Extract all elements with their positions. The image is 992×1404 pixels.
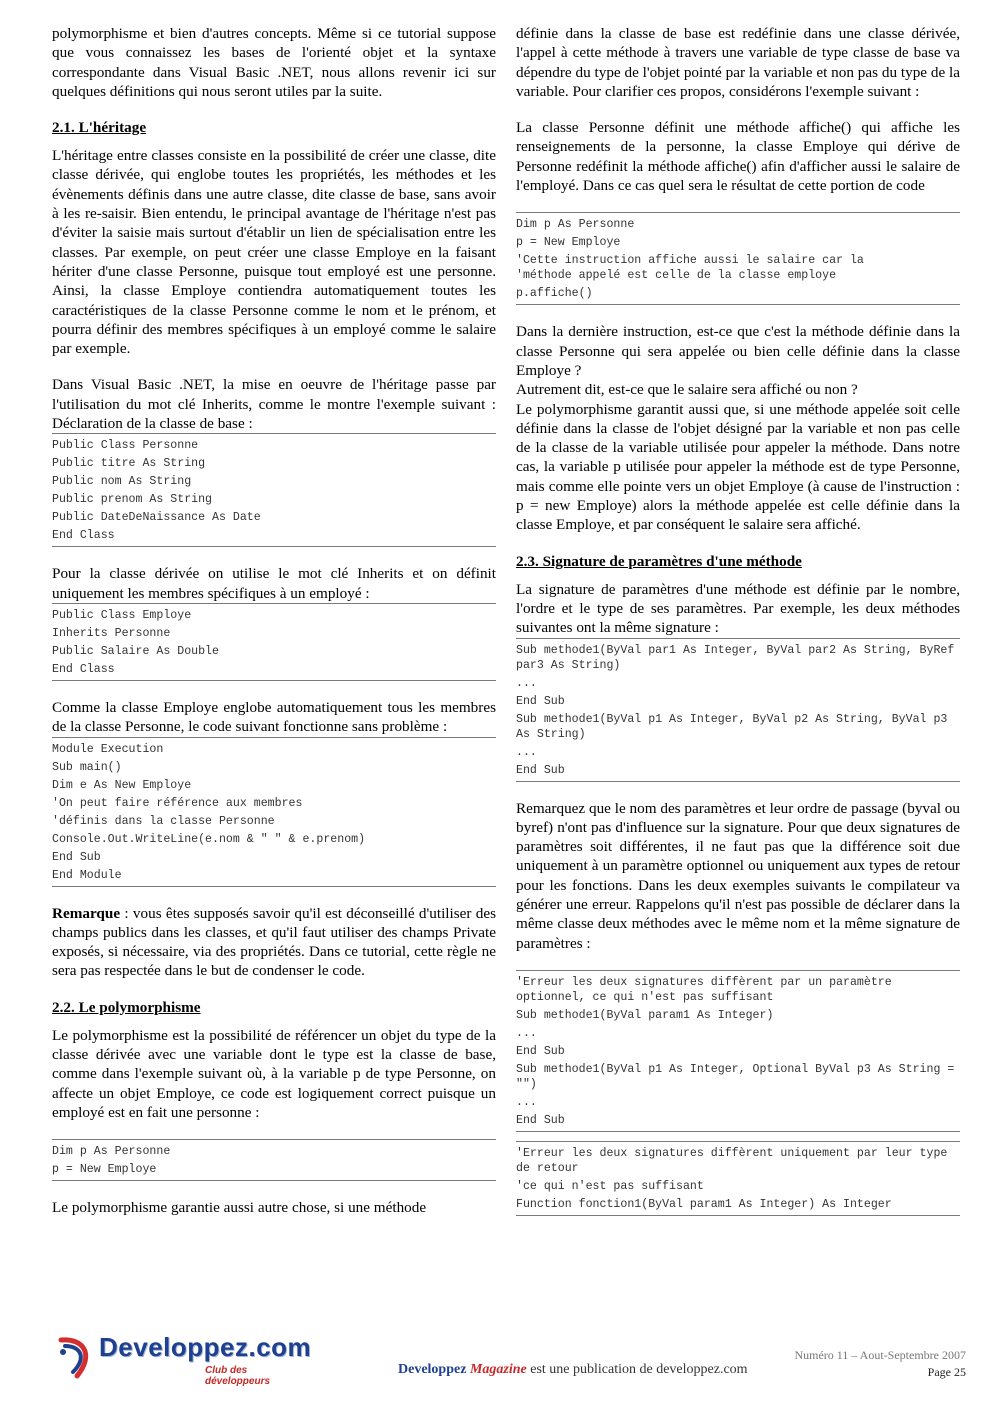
code-line: p.affiche() (516, 287, 593, 301)
paragraph: Dans Visual Basic .NET, la mise en oeuvre de l'héritage passe par l'utilisation du mot clé Inherits, comme le montre l'exemple suivant : Déclaration de la classe de base : (52, 376, 496, 433)
paragraph: polymorphisme et bien d'autres concepts. Même si ce tutorial suppose que vous connaissez les bases de l'orienté objet et la syntaxe correspondante dans Visual Basic .NET, nous allons revenir ici sur quelques définitions qui nous seront utiles par la suite. (52, 25, 496, 100)
code-line: Sub methode1(ByVal p1 As Integer, Optional ByVal p3 As String = "") (516, 1062, 962, 1091)
code-block (52, 737, 496, 887)
code-line: End Sub (516, 763, 565, 777)
code-line: 'Erreur les deux signatures diffèrent par un paramètre optionnel, ce qui n'est pas suffisant (516, 975, 899, 1004)
paragraph: Le polymorphisme garantit aussi que, si une méthode appelée soit celle définie dans la classe de l'objet désigné par la variable et non pas celle de la classe de la variable utilisée pour appeler la méthode. Dans notre cas, la variable p utilisée pour appeler la méthode est de type Personne, mais comme elle pointe vers un objet Employe (à cause de l'instruction : p = new Employe) alors la méthode appelée est celle définie dans la classe Employe, et par conséquent le salaire sera affiché. (516, 400, 960, 534)
code-line: End Sub (516, 694, 565, 708)
paragraph: L'héritage entre classes consiste en la possibilité de créer une classe, dite classe dérivée, qui englobe toutes les propriétés, les méthodes et les évènements définis dans une autre classe, dite classe de base, sans avoir à les re-saisir. Bien entendu, le principal avantage de l'héritage n'est pas d'éviter la saisie mais surtout d'établir un lien de spécialisation entre les classes. Par exemple, on peut créer une classe Employe en la faisant hériter d'une classe Personne, puisque tout employé est une personne. Ainsi, la classe Employe contiendra automatiquement toutes les caractéristiques de la classe Personne comme le nom et le prénom, et pourra définir des membres spécifiques à un employé comme le salaire par exemple. (52, 147, 496, 358)
section-heading-signature: 2.3. Signature de paramètres d'une méthode (516, 552, 802, 570)
code-line: Dim e As New Employe (52, 778, 192, 792)
code-line: End Module (52, 868, 122, 882)
paragraph: Le polymorphisme garantie aussi autre chose, si une méthode (52, 1199, 427, 1217)
code-line: Public nom As String (52, 475, 192, 489)
paragraph: définie dans la classe de base est redéfinie dans une classe dérivée, l'appel à cette méthode à travers une variable de type classe de base va dépendre du type de l'objet pointé par la variable et non pas du type de la variable. Pour clarifier ces propos, considérons l'exemple suivant : (516, 25, 960, 100)
code-line: p = New Employe (52, 1163, 157, 1177)
code-line: End Sub (516, 1044, 565, 1058)
code-line: Public Salaire As Double (52, 644, 219, 658)
code-line: 'définis dans la classe Personne (52, 814, 275, 828)
code-block (516, 1141, 960, 1216)
code-line: ... (516, 745, 537, 759)
page-number: Page 25 (927, 1365, 966, 1379)
code-line: End Sub (52, 850, 101, 864)
code-block (52, 603, 496, 681)
code-line: End Class (52, 529, 115, 543)
code-line: 'ce qui n'est pas suffisant (516, 1179, 704, 1193)
code-line: Sub main() (52, 760, 122, 774)
section-heading-polymorphisme: 2.2. Le polymorphisme (52, 998, 201, 1016)
code-line: Console.Out.WriteLine(e.nom & " " & e.prenom) (52, 832, 366, 846)
code-block (52, 433, 496, 547)
right-column (516, 24, 960, 1216)
paragraph: Le polymorphisme est la possibilité de référencer un objet du type de la classe dérivée avec une variable dont le type est la classe de base, comme dans l'exemple suivant où, à la variable p de type Personne, on affecte un objet Employe, ce code est logiquement correct puisque un employé est en fait une personne : (52, 1026, 496, 1121)
logo-swoosh-icon (55, 1332, 99, 1382)
remark-paragraph (52, 904, 496, 981)
publication-line (398, 1362, 748, 1378)
code-line: Module Execution (52, 742, 164, 756)
developpez-logo[interactable] (55, 1332, 315, 1387)
code-line: Public Class Employe (52, 608, 192, 622)
code-line: Public prenom As String (52, 493, 213, 507)
paragraph: Remarquez que le nom des paramètres et leur ordre de passage (byval ou byref) n'ont pas d'influence sur la signature. Pour que deux signatures de paramètres soit différentes, il ne faut pas que la différence soit due uniquement à un paramètre optionnel ou uniquement aux types de retour pour les fonctions. Dans les deux exemples suivants le compilateur va générer une erreur. Rappelons qu'il n'est pas possible de déclarer dans la même classe deux méthodes avec le même nom et la même signature de paramètres : (516, 799, 960, 952)
code-line: Sub methode1(ByVal param1 As Integer) (516, 1008, 774, 1022)
code-line: 'Erreur les deux signatures diffèrent uniquement par leur type de retour (516, 1146, 955, 1175)
logo-tagline: Club des développeurs (205, 1365, 271, 1387)
code-line: Dim p As Personne (52, 1145, 171, 1159)
code-block (516, 970, 960, 1132)
code-line: End Class (52, 662, 115, 676)
code-line: Public Class Personne (52, 439, 199, 453)
paragraph: La signature de paramètres d'une méthode est définie par le nombre, l'ordre et le type de ses paramètres. Par exemple, les deux méthodes suivantes ont la même signature : (516, 580, 960, 637)
magazine-name: Magazine (469, 1362, 527, 1377)
code-line: Public titre As String (52, 457, 206, 471)
code-line: Sub methode1(ByVal p1 As Integer, ByVal p2 As String, ByVal p3 As String) (516, 712, 955, 741)
code-line: ... (516, 676, 537, 690)
paragraph: Dans la dernière instruction, est-ce que c'est la méthode définie dans la classe Personne qui sera appelée ou bien celle définie dans la classe Employe ? (516, 323, 960, 379)
logo-wordmark: Developpez.com (99, 1332, 312, 1362)
code-line: 'On peut faire référence aux membres (52, 796, 303, 810)
brand-name: Developpez (398, 1362, 467, 1377)
page-footer (0, 1330, 992, 1404)
paragraph: Pour la classe dérivée on utilise le mot clé Inherits et on définit uniquement les membres spécifiques à un employé : (52, 565, 496, 602)
code-line: Dim p As Personne (516, 218, 635, 232)
code-block (516, 212, 960, 305)
code-line: 'Cette instruction affiche aussi le salaire car la 'méthode appelé est celle de la classe employe (516, 254, 864, 283)
code-line: Public DateDeNaissance As Date (52, 511, 261, 525)
publication-tagline: est une publication de developpez.com (526, 1362, 748, 1377)
code-line: End Sub (516, 1113, 565, 1127)
code-line: Sub methode1(ByVal par1 As Integer, ByVal par2 As String, ByRef par3 As String) (516, 643, 962, 672)
remark-text: : vous êtes supposés savoir qu'il est déconseillé d'utiliser des champs publics dans les classes, et qu'il faut utiliser des champs Private exposés, si nécessaire, via des propriétés. Dans ce tutorial, cette règle ne sera pas respectée dans le but de condenser le code. (52, 904, 496, 980)
remark-label: Remarque (52, 904, 121, 922)
code-line: Inherits Personne (52, 626, 171, 640)
code-line: Function fonction1(ByVal param1 As Integer) As Integer (516, 1197, 892, 1211)
paragraph: La classe Personne définit une méthode affiche() qui affiche les renseignements de la personne, la classe Employe qui dérive de Personne redéfinit la méthode affiche() afin d'afficher aussi le salaire de l'employé. Dans ce cas quel sera le résultat de cette portion de code (516, 119, 960, 195)
code-line: ... (516, 1095, 537, 1109)
code-line: p = New Employe (516, 236, 621, 250)
issue-number: Numéro 11 – Aout-Septembre 2007 (794, 1348, 966, 1362)
code-block (52, 1139, 496, 1181)
paragraph: Autrement dit, est-ce que le salaire sera affiché ou non ? (516, 381, 858, 399)
left-column (52, 24, 496, 1218)
code-block (516, 638, 960, 782)
paragraph: Comme la classe Employe englobe automatiquement tous les membres de la classe Personne, le code suivant fonctionne sans problème : (52, 698, 496, 736)
code-line: ... (516, 1026, 537, 1040)
section-heading-heritage: 2.1. L'héritage (52, 119, 147, 137)
